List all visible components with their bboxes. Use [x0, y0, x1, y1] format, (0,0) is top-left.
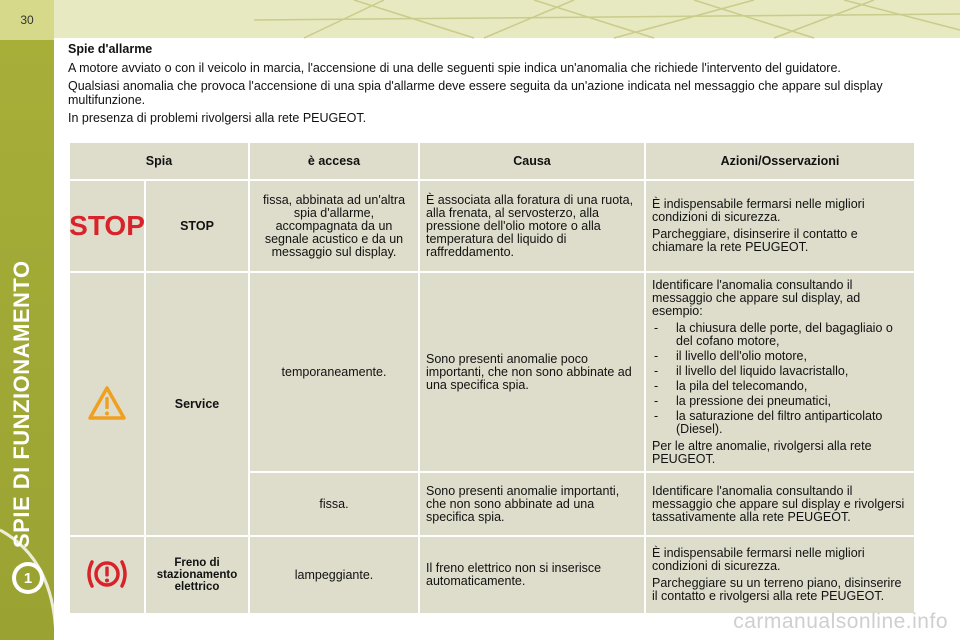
light-cause: È associata alla foratura di una ruota, alla frenata, al servosterzo, alla pressione dell'olio motore o alla temperatura del liquido di raffreddamento.: [419, 180, 645, 272]
table-row: [69, 536, 915, 614]
chapter-number: 1: [16, 566, 40, 590]
light-cause: Il freno elettrico non si inserisce automaticamente.: [419, 536, 645, 614]
action-text: Parcheggiare su un terreno piano, disinserire il contatto e rivolgersi alla rete PEUGEOT.: [652, 576, 902, 603]
light-actions: [645, 180, 915, 272]
list-item: - la pressione dei pneumatici,: [652, 395, 908, 408]
list-item: - la pila del telecomando,: [652, 380, 908, 393]
anomaly-list: [652, 322, 908, 436]
action-text: Per le altre anomalie, rivolgersi alla rete PEUGEOT.: [652, 438, 872, 466]
watermark: carmanualsonline.info: [733, 610, 948, 633]
light-state: fissa.: [249, 472, 419, 536]
light-actions: Identificare l'anomalia consultando il messaggio che appare sul display e rivolgersi tassativamente alla rete PEUGEOT.: [645, 472, 915, 536]
header-cause: Causa: [419, 142, 645, 180]
header-state: è accesa: [249, 142, 419, 180]
table-row: [69, 180, 915, 272]
chapter-title: SPIE DI FUNZIONAMENTO: [9, 260, 34, 548]
parking-brake-icon: [85, 557, 129, 591]
intro-section: [68, 43, 916, 131]
table-header-row: [69, 142, 915, 180]
table-row: [69, 272, 915, 472]
chapter-number-badge: [12, 562, 44, 594]
light-cause: Sono presenti anomalie importanti, che non sono abbinate ad una specifica spia.: [419, 472, 645, 536]
list-item: - la saturazione del filtro antiparticolato (Diesel).: [652, 410, 908, 436]
warning-triangle-icon: [87, 385, 127, 421]
light-name: Service: [145, 272, 249, 536]
page-number: 30: [0, 0, 54, 40]
warning-icon-cell: [69, 272, 145, 536]
action-text: È indispensabile fermarsi nelle migliori condizioni di sicurezza.: [652, 546, 865, 573]
section-heading: Spie d'allarme: [68, 42, 153, 56]
warning-lights-table: [68, 141, 916, 615]
action-text: Parcheggiare, disinserire il contatto e chiamare la rete PEUGEOT.: [652, 227, 858, 254]
svg-text:STOP: STOP: [69, 209, 145, 241]
intro-paragraph: A motore avviato o con il veicolo in marcia, l'accensione di una delle seguenti spie indica un'anomalia che richiede l'intervento del guidatore.: [68, 60, 841, 75]
light-cause: Sono presenti anomalie poco importanti, che non sono abbinate ad una specifica spia.: [419, 272, 645, 472]
list-item: - la chiusura delle porte, del bagagliaio o del cofano motore,: [652, 322, 908, 348]
light-actions: [645, 536, 915, 614]
header-decoration: [54, 0, 960, 38]
stop-icon-cell: [69, 180, 145, 272]
light-state: lampeggiante.: [249, 536, 419, 614]
list-item: - il livello del liquido lavacristallo,: [652, 365, 908, 378]
header-spia: Spia: [69, 142, 249, 180]
light-actions: [645, 272, 915, 472]
action-text: È indispensabile fermarsi nelle migliori condizioni di sicurezza.: [652, 197, 865, 224]
intro-paragraph: In presenza di problemi rivolgersi alla rete PEUGEOT.: [68, 111, 367, 125]
header-actions: Azioni/Osservazioni: [645, 142, 915, 180]
light-name: STOP: [145, 180, 249, 272]
chapter-sidebar: [0, 0, 54, 640]
light-state: fissa, abbinata ad un'altra spia d'allarme, accompagnata da un segnale acustico e da un messaggio sul display.: [249, 180, 419, 272]
header-band: [54, 0, 960, 38]
stop-icon: [69, 209, 145, 241]
intro-paragraph: Qualsiasi anomalia che provoca l'accensione di una spia d'allarme deve essere seguita da un'azione indicata nel messaggio che appare sul display multifunzione.: [68, 79, 883, 107]
parking-brake-icon-cell: [69, 536, 145, 614]
light-name: Freno di stazionamento elettrico: [145, 536, 249, 614]
light-state: temporaneamente.: [249, 272, 419, 472]
list-item: - il livello dell'olio motore,: [652, 350, 908, 363]
action-text: Identificare l'anomalia consultando il messaggio che appare sul display, ad esempio:: [652, 277, 861, 318]
